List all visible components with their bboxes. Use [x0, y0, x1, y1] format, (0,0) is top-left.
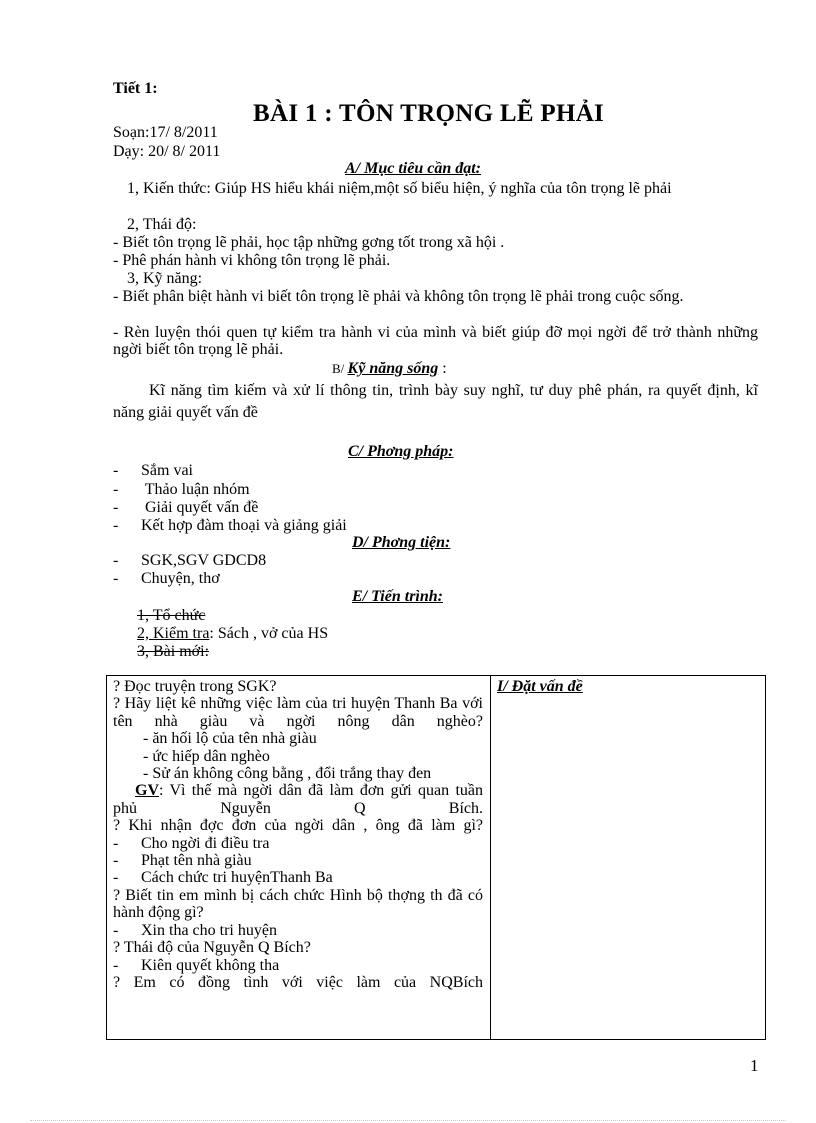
answer-item: - Cách chức tri huyệnThanh Ba — [113, 869, 333, 887]
lesson-label: Tiết 1: — [113, 80, 158, 97]
section-d-heading: D/ Phơng tiện: — [352, 534, 451, 551]
question: ? Đọc truyện trong SGK? — [113, 678, 277, 695]
content-heading: I/ Đặt vấn đề — [497, 678, 583, 695]
section-b-suffix: : — [438, 360, 447, 377]
process-step-3: 3, Bài mới: — [137, 643, 210, 660]
life-skills-text: Kĩ năng tìm kiếm và xử lí thông tin, trình bày suy nghĩ, tư duy phê phán, ra quyết định, kĩ năng giải quyết vấn đề — [113, 382, 758, 421]
process-step-1: 1, Tổ chức — [137, 607, 206, 624]
teach-date: Dạy: 20/ 8/ 2011 — [113, 143, 221, 160]
answer-item: - Xin tha cho tri huyện — [113, 921, 277, 939]
method-item: - Giải quyết vấn đề — [113, 499, 259, 516]
page-title: BÀI 1 : TÔN TRỌNG LẼ PHẢI — [253, 100, 605, 127]
attitude-item-2: - Phê phán hành vi không tôn trọng lẽ phải. — [113, 252, 391, 269]
section-a-heading: A/ Mục tiêu cần đạt: — [345, 160, 482, 177]
answer-item: - ức hiếp dân nghèo — [143, 747, 270, 765]
lesson-table — [106, 675, 766, 1040]
answer-item: - ăn hối lộ của tên nhà giàu — [143, 730, 317, 748]
compose-date: Soạn:17/ 8/2011 — [113, 124, 218, 141]
section-b-prefix: B/ — [332, 361, 348, 376]
question: ? Thái độ của Nguyễn Q Bích? — [113, 939, 311, 957]
skill-item-1: - Biết phân biệt hành vi biết tôn trọng lẽ phải và không tôn trọng lẽ phải trong cuộc sống. — [113, 288, 684, 305]
method-item: - Kết hợp đàm thoại và giảng giải — [113, 517, 347, 534]
footer-divider — [30, 1120, 786, 1121]
skills-label: 3, Kỹ năng: — [127, 270, 203, 287]
method-item: - Thảo luận nhóm — [113, 481, 250, 498]
method-item: - Sắm vai — [113, 462, 193, 479]
section-b-title: Kỹ năng sống — [347, 360, 439, 377]
attitude-label: 2, Thái độ: — [127, 216, 197, 233]
section-e-heading: E/ Tiến trình: — [352, 588, 443, 605]
answer-item: - Phạt tên nhà giàu — [113, 852, 252, 870]
teacher-note: GV: Vì thế mà ngời dân đã làm đơn gửi quan tuần phủ Nguyễn Q Bích. — [113, 782, 483, 817]
page-number: 1 — [750, 1056, 759, 1075]
question: ? Biết tin em mình bị cách chức Hình bộ thợng th đã có hành động gì? — [113, 886, 483, 922]
question: ? Khi nhận đợc đơn của ngời dân , ông đã làm gì? — [113, 817, 483, 835]
answer-item: - Cho ngời đi điều tra — [113, 834, 270, 852]
tool-item: - Chuyện, thơ — [113, 570, 220, 587]
tool-item: - SGK,SGV GDCD8 — [113, 552, 267, 569]
column-divider — [490, 676, 491, 1039]
process-step-2: 2, Kiểm tra: Sách , vở của HS — [137, 625, 329, 642]
section-b-heading — [332, 360, 447, 378]
answer-item: - Sử án không công bằng , đổi trắng thay đen — [143, 765, 432, 783]
skill-item-2: - Rèn luyện thói quen tự kiểm tra hành vi của mình và biết giúp đỡ mọi ngời để trở thành những ngời biết tôn trọng lẽ phải. — [113, 324, 758, 358]
question: ? Hãy liệt kê những việc làm của tri huyện Thanh Ba với tên nhà giàu và ngời nông dân nghèo? — [113, 695, 483, 730]
answer-item: - Kiên quyết không tha — [113, 956, 280, 974]
activity-column — [113, 678, 483, 991]
attitude-item-1: - Biết tôn trọng lẽ phải, học tập những gơng tốt trong xã hội . — [113, 234, 505, 251]
section-c-heading: C/ Phơng pháp: — [348, 443, 454, 460]
question: ? Em có đồng tình với việc làm của NQBích — [113, 973, 483, 991]
knowledge-text: 1, Kiến thức: Giúp HS hiểu khái niệm,một số biểu hiện, ý nghĩa của tôn trọng lẽ phải — [127, 180, 672, 197]
